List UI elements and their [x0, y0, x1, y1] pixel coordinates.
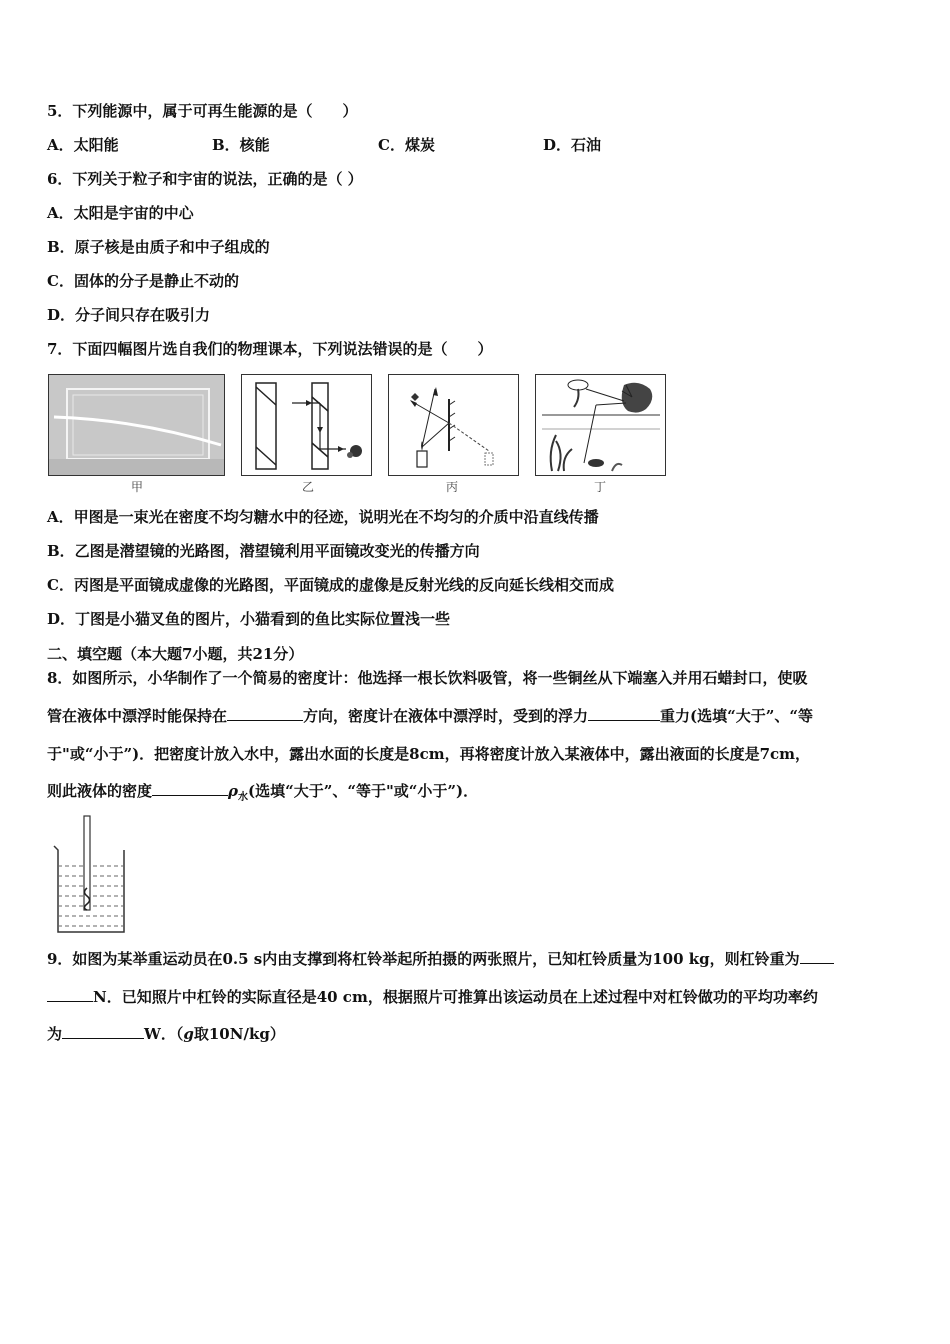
q8-line2 — [47, 706, 813, 726]
q5-option-b: B．核能 — [212, 136, 270, 154]
caption-jia: 甲 — [131, 480, 144, 494]
figure-yi — [241, 374, 372, 476]
blank-density[interactable] — [152, 781, 228, 796]
q9-line3-part3: 取10N/kg） — [193, 1025, 285, 1043]
q5-option-c: C．煤炭 — [378, 136, 435, 154]
q7-stem: 7．下面四幅图片选自我们的物理课本，下列说法错误的是（ ） — [47, 340, 493, 358]
caption-bing: 丙 — [446, 480, 459, 494]
blank-weight-part1[interactable] — [800, 949, 834, 964]
q8-line3: 于"或“小于”)．把密度计放入水中，露出水面的长度是8cm，再将密度计放入某液体中，露出液面的长度是7cm， — [47, 745, 811, 763]
q9-line2-text: N．已知照片中杠铃的实际直径是40 cm，根据照片可推算出该运动员在上述过程中对杠铃做功的平均功率约 — [93, 988, 818, 1006]
q9-line2 — [47, 987, 818, 1007]
blank-weight-part2[interactable] — [47, 987, 93, 1002]
figure-jia — [48, 374, 225, 476]
q5-option-a: A．太阳能 — [47, 136, 119, 154]
q7-option-a: A．甲图是一束光在密度不均匀糖水中的径迹，说明光在不均匀的介质中沿直线传播 — [47, 508, 599, 526]
caption-yi: 乙 — [302, 480, 315, 494]
q8-line1: 8．如图所示，小华制作了一个简易的密度计：他选择一根长饮料吸管，将一些铜丝从下端塞入并用石蜡封口，使吸 — [47, 669, 808, 687]
q6-stem: 6．下列关于粒子和宇宙的说法，正确的是（ ） — [47, 170, 363, 188]
q7-option-c: C．丙图是平面镜成虚像的光路图，平面镜成的虚像是反射光线的反向延长线相交而成 — [47, 576, 614, 594]
blank-direction[interactable] — [227, 706, 303, 721]
rho-subscript: 水 — [238, 792, 248, 803]
q8-line4-part1: 则此液体的密度 — [47, 782, 153, 800]
q8-line2-part3: 重力(选填“大于”、“等 — [660, 707, 814, 725]
q7-option-d: D．丁图是小猫叉鱼的图片，小猫看到的鱼比实际位置浅一些 — [47, 610, 451, 628]
q6-option-d: D．分子间只存在吸引力 — [47, 306, 211, 324]
q9-line3-part1: 为 — [47, 1025, 63, 1043]
section-heading: 二、填空题（本大题7小题，共21分） — [47, 645, 304, 663]
q5-stem: 5．下列能源中，属于可再生能源的是（ ） — [47, 102, 358, 120]
g-symbol: g — [183, 1025, 194, 1043]
blank-power[interactable] — [62, 1024, 144, 1039]
q6-option-c: C．固体的分子是静止不动的 — [47, 272, 239, 290]
q8-line4 — [47, 781, 478, 808]
q6-option-b: B．原子核是由质子和中子组成的 — [47, 238, 270, 256]
figure-ding — [535, 374, 666, 476]
q8-line2-part2: 方向，密度计在液体中漂浮时，受到的浮力 — [303, 707, 589, 725]
q9-line3 — [47, 1024, 285, 1044]
q8-line4-part2: (选填“大于”、“等于"或“小于”)． — [248, 782, 479, 800]
blank-buoyancy[interactable] — [588, 706, 660, 721]
beaker-figure — [52, 814, 132, 936]
q5-option-d: D．石油 — [543, 136, 602, 154]
q6-option-a: A．太阳是宇宙的中心 — [47, 204, 194, 222]
q7-option-b: B．乙图是潜望镜的光路图，潜望镜利用平面镜改变光的传播方向 — [47, 542, 480, 560]
q9-line1 — [47, 949, 834, 969]
q9-line3-part2: W．（ — [144, 1025, 184, 1043]
q9-line1-text: 9．如图为某举重运动员在0.5 s内由支撑到将杠铃举起所拍摄的两张照片，已知杠铃质量为100 kg，则杠铃重为 — [47, 950, 800, 968]
rho-symbol: ρ — [228, 782, 238, 800]
q8-line2-part1: 管在液体中漂浮时能保持在 — [47, 707, 228, 725]
caption-ding: 丁 — [594, 480, 607, 494]
figure-bing — [388, 374, 519, 476]
